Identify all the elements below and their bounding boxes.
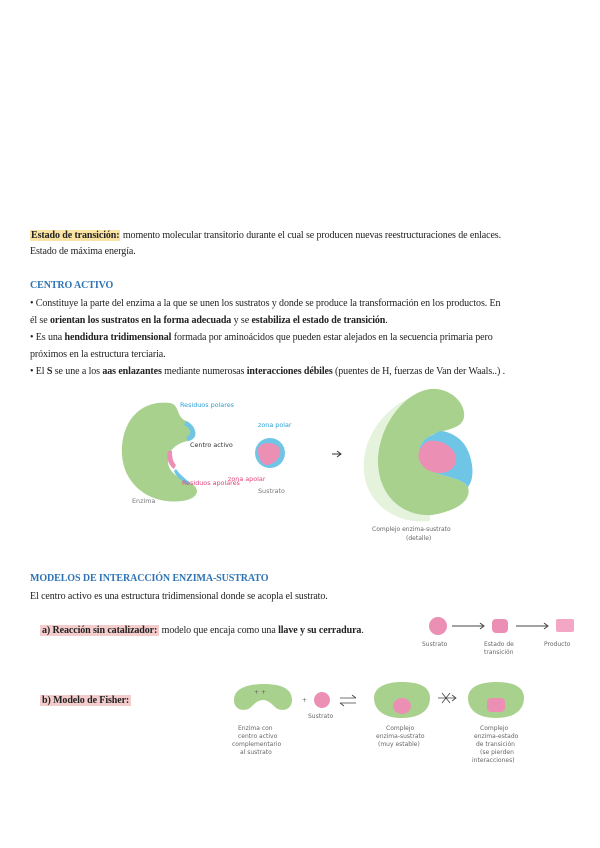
arrow-icon [452,623,484,629]
estado-label-1: Estado de [484,641,514,648]
b3-bold-2: aas enlazantes [102,366,162,377]
residuos-polares-label: Residuos polares [180,401,234,409]
b3-text-3: mediante numerosas [161,366,247,377]
substrate-circle [429,617,447,635]
modelos-intro: El centro activo es una estructura tridimensional donde se acopla el sustrato. [30,591,328,602]
enzima-label-4: al sustrato [240,749,272,756]
ce-label-1: Complejo [480,725,509,732]
transition-text: momento molecular transitorio durante el cual se producen nuevas reestructuraciones de enlaces. [120,230,501,241]
model-a-line [40,624,364,637]
b3-bold-s: S [46,366,53,377]
plus-icon: + + [254,689,266,696]
model-b-label: b) Modelo de Fisher: [42,695,130,706]
bullet-3 [30,365,505,378]
b3-text: • El [30,366,47,377]
ce-label-5: interacciones) [472,757,515,764]
transition-paragraph [30,229,575,242]
b3-text-2: se une a los [52,366,103,377]
centro-activo-label: Centro activo [190,441,233,449]
b1-text: él se [30,315,50,326]
uncatalyzed-figure [418,612,588,664]
b3-bold-3: interacciones débiles [246,366,333,377]
b3-end: (puentes de H, fuerzas de Van der Waals..) . [332,366,505,377]
centro-activo-heading: CENTRO ACTIVO [30,280,114,291]
fisher-sustrato-label: Sustrato [308,713,334,720]
sustrato-label: Sustrato [258,487,285,495]
b2-text-2: formada por aminoácidos que pueden estar alejados en la secuencia primaria pero [171,332,493,343]
b1-end: . [385,315,388,326]
fisher-substrate [314,692,330,708]
fisher-enzyme [234,684,292,710]
producto-label: Producto [544,641,571,648]
b2-text: • Es una [30,332,65,343]
model-b-line [40,694,131,707]
bullet-1-line2 [30,314,388,327]
enzima-label-2: centro activo [238,733,278,740]
b1-bold-2: estabiliza el estado de transición [251,315,386,326]
sustrato-label: Sustrato [422,641,448,648]
complejo-label-1: Complejo [386,725,415,732]
b2-bold: hendidura tridimensional [64,332,172,343]
complejo-label-2: enzima-sustrato [376,733,425,740]
transition-state-shape [492,619,508,633]
modelos-heading: MODELOS DE INTERACCIÓN ENZIMA-SUSTRATO [30,573,269,584]
enzyme-substrate-figure [110,385,510,545]
b1-text-2: y se [231,315,252,326]
b1-bold-1: orientan los sustratos en la forma adecuada [49,315,232,326]
product-shape [556,619,574,632]
complejo-label-3: (muy estable) [378,741,420,748]
estado-label-2: transición [484,649,514,656]
enzima-label-1: Enzima con [238,725,273,732]
fisher-model-figure [228,680,538,780]
arrow-icon [516,623,548,629]
residuos-apolares-label: Residuos apolares [182,479,240,487]
model-a-end: . [361,625,364,636]
plus-sign: + [302,697,308,704]
enzima-label-3: complementario [232,741,282,748]
ce-label-4: (se pierden [480,749,514,756]
model-a-bold: llave y su cerradura [278,625,362,636]
model-a-label: a) Reacción sin catalizador: [42,625,158,636]
bullet-2-line2: próximos en la estructura terciaria. [30,349,166,360]
zona-apolar-label: zona apolar [228,475,266,483]
ce-label-3: de transición [476,741,515,748]
detalle-label: (detalle) [406,535,432,542]
ce-label-2: enzima-estado [474,733,519,740]
complejo-label: Complejo enzima-sustrato [372,526,451,533]
model-a-text: modelo que encaja como una [159,625,279,636]
arrow-icon [332,451,341,457]
transition-term: Estado de transición: [31,230,120,241]
transition-line2: Estado de máxima energía. [30,246,136,257]
bullet-2-line1 [30,331,493,344]
bullet-1-line1: • Constituye la parte del enzima a la que se unen los sustratos y donde se produce la transformación en los productos. En [30,298,501,309]
fisher-transition-substrate [487,698,505,712]
fisher-complex-substrate [393,698,411,714]
enzima-label: Enzima [132,497,156,505]
blocked-arrow-icon [438,693,456,703]
equilibrium-arrows-icon [340,695,356,706]
zona-polar-label: zona polar [258,421,292,429]
